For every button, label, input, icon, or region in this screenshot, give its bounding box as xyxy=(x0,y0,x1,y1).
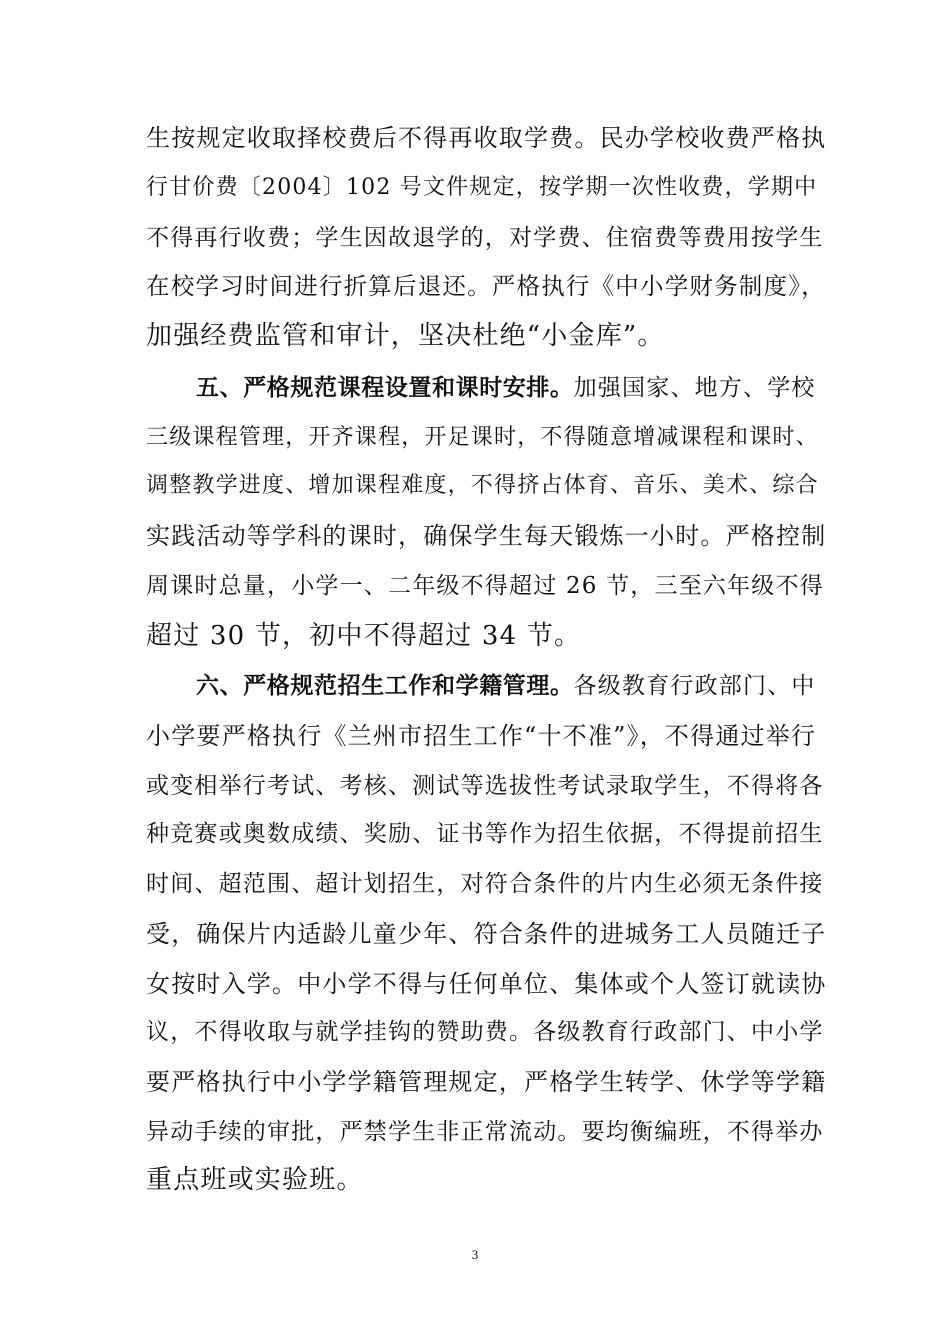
paragraph-text: 加强国家、地方、学校 xyxy=(573,375,816,401)
paragraph-line: 超过 30 节，初中不得超过 34 节。 xyxy=(146,621,582,651)
paragraph-line: 不得再行收费；学生因故退学的，对学费、住宿费等费用按学生 xyxy=(146,225,824,251)
paragraph-line: 议，不得收取与就学挂钩的赞助费。各级教育行政部门、中小学 xyxy=(146,1019,824,1045)
paragraph-line: 重点班或实验班。 xyxy=(146,1165,364,1195)
paragraph-line: 要严格执行中小学学籍管理规定，严格学生转学、休学等学籍 xyxy=(146,1068,827,1096)
paragraph-first-line xyxy=(196,670,816,702)
paragraph-line: 实践活动等学科的课时，确保学生每天锻炼一小时。严格控制 xyxy=(146,522,827,550)
paragraph-line: 周课时总量，小学一、二年级不得超过 26 节，三至六年级不得 xyxy=(146,573,824,599)
paragraph-line: 小学要严格执行《兰州市招生工作“十不准”》，不得通过举行 xyxy=(146,722,817,750)
paragraph-line: 生按规定收取择校费后不得再收取学费。民办学校收费严格执 xyxy=(146,124,827,152)
paragraph-first-line xyxy=(196,372,816,404)
paragraph-line: 在校学习时间进行折算后退还。严格执行《中小学财务制度》， xyxy=(146,272,826,300)
paragraph-line: 异动手续的审批，严禁学生非正常流动。要均衡编班，不得举办 xyxy=(146,1119,824,1145)
paragraph-text: 各级教育行政部门、中 xyxy=(573,673,816,699)
paragraph-line: 时间、超范围、超计划招生，对符合条件的片内生必须无条件接 xyxy=(146,871,824,897)
paragraph-line: 或变相举行考试、考核、测试等选拔性考试录取学生，不得将各 xyxy=(146,773,824,799)
section-heading: 五、严格规范课程设置和课时安排。 xyxy=(196,374,574,401)
paragraph-line: 受，确保片内适龄儿童少年、符合条件的进城务工人员随迁子 xyxy=(146,920,827,948)
page-number: 3 xyxy=(471,1247,479,1262)
paragraph-line: 行甘价费〔2004〕102 号文件规定，按学期一次性收费，学期中 xyxy=(146,175,818,200)
paragraph-line: 调整教学进度、增加课程难度，不得挤占体育、音乐、美术、综合 xyxy=(146,473,819,498)
paragraph-line: 加强经费监管和审计，坚决杜绝“小金库”。 xyxy=(146,321,665,351)
paragraph-line: 三级课程管理，开齐课程，开足课时，不得随意增减课程和课时、 xyxy=(146,425,819,450)
section-heading: 六、严格规范招生工作和学籍管理。 xyxy=(196,672,574,699)
paragraph-line: 种竞赛或奥数成绩、奖励、证书等作为招生依据，不得提前招生 xyxy=(146,821,824,847)
paragraph-line: 女按时入学。中小学不得与任何单位、集体或个人签订就读协 xyxy=(146,970,827,998)
